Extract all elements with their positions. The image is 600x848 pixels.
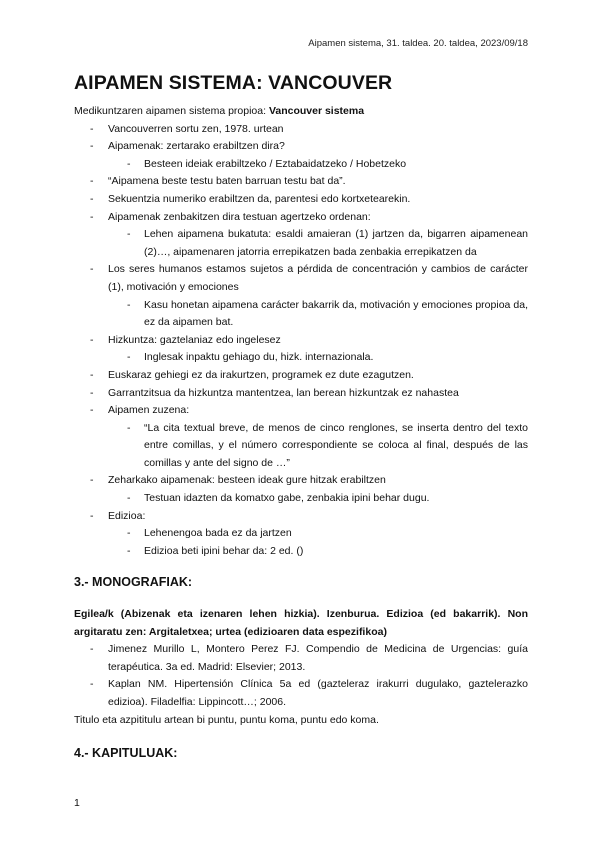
list-item: - Aipamenak: zertarako erabiltzen dira? <box>74 138 528 156</box>
list-item: - Hizkuntza: gaztelaniaz edo ingelesez <box>74 332 528 350</box>
sub-list-item: - Kasu honetan aipamena carácter bakarrik da, motivación y emociones propioa da, ez da aipamen bat. <box>74 297 528 332</box>
sub-list-item: - Besteen ideiak erabiltzeko / Eztabaidatzeko / Hobetzeko <box>74 156 528 174</box>
list-item: - Aipamen zuzena: <box>74 402 528 420</box>
sub-list-item: - Edizioa beti ipini behar da: 2 ed. () <box>74 543 528 561</box>
intro-prefix: Medikuntzaren aipamen sistema propioa: <box>74 105 269 117</box>
list-item: - Zeharkako aipamenak: besteen ideak gure hitzak erabiltzen <box>74 472 528 490</box>
page-title: AIPAMEN SISTEMA: VANCOUVER <box>74 72 393 94</box>
example-item: - Jimenez Murillo L, Montero Perez FJ. Compendio de Medicina de Urgencias: guía terapéutica. 3a ed. Madrid: Elsevier; 2013. <box>74 641 528 676</box>
section-note: Titulo eta azpititulu artean bi puntu, puntu koma, puntu edo koma. <box>74 713 379 726</box>
section-heading-kapituluak: 4.- KAPITULUAK: <box>74 746 178 761</box>
page-header: Aipamen sistema, 31. taldea. 20. taldea, 2023/09/18 <box>308 38 528 49</box>
list-item: - Edizioa: <box>74 508 528 526</box>
sub-list-item: - Inglesak inpaktu gehiago du, hizk. internazionala. <box>74 349 528 367</box>
list-item: - Sekuentzia numeriko erabiltzen da, parentesi edo kortxetearekin. <box>74 191 528 209</box>
document-body <box>74 103 528 763</box>
list-item: - Garrantzitsua da hizkuntza mantentzea, lan berean hizkuntzak ez nahastea <box>74 385 528 403</box>
sub-list-item: - Testuan idazten da komatxo gabe, zenbakia ipini behar dugu. <box>74 490 528 508</box>
intro-strong: Vancouver sistema <box>268 105 365 117</box>
page-number: 1 <box>74 797 80 809</box>
list-item: - “Aipamena beste testu baten barruan testu bat da”. <box>74 173 528 191</box>
sub-list-item: - Lehenengoa bada ez da jartzen <box>74 525 528 543</box>
example-item: - Kaplan NM. Hipertensión Clínica 5a ed (gazteleraz irakurri dugulako, gaztelerazko edizioa). Filadelfia: Lippincott…; 2006. <box>74 676 528 711</box>
section-heading-monografiak: 3.- MONOGRAFIAK: <box>74 575 193 590</box>
monograph-format: Egilea/k (Abizenak eta izenaren lehen hizkia). Izenburua. Edizioa (ed bakarrik). Non argitaratu zen: Argitaletxea; urtea (edizioaren data espezifikoa) <box>74 608 528 638</box>
intro-line <box>74 103 528 121</box>
list-item: - Euskaraz gehiegi ez da irakurtzen, programek ez dute ezagutzen. <box>74 367 528 385</box>
sub-list-item: - Lehen aipamena bukatuta: esaldi amaieran (1) jartzen da, bigarren aipamenean (2)…, aipamenaren jatorria errepikatzen bada zenbakia errepikatzen da <box>74 226 528 261</box>
sub-list-item: - “La cita textual breve, de menos de cinco renglones, se inserta dentro del texto entre comillas, y el número correspondiente se coloca al final, después de las comillas y ante del signo de …” <box>74 420 528 473</box>
list-item: - Aipamenak zenbakitzen dira testuan agertzeko ordenan: <box>74 209 528 227</box>
list-item: - Vancouverren sortu zen, 1978. urtean <box>74 121 528 139</box>
list-item: - Los seres humanos estamos sujetos a pérdida de concentración y cambios de carácter (1), motivación y emociones <box>74 261 528 296</box>
